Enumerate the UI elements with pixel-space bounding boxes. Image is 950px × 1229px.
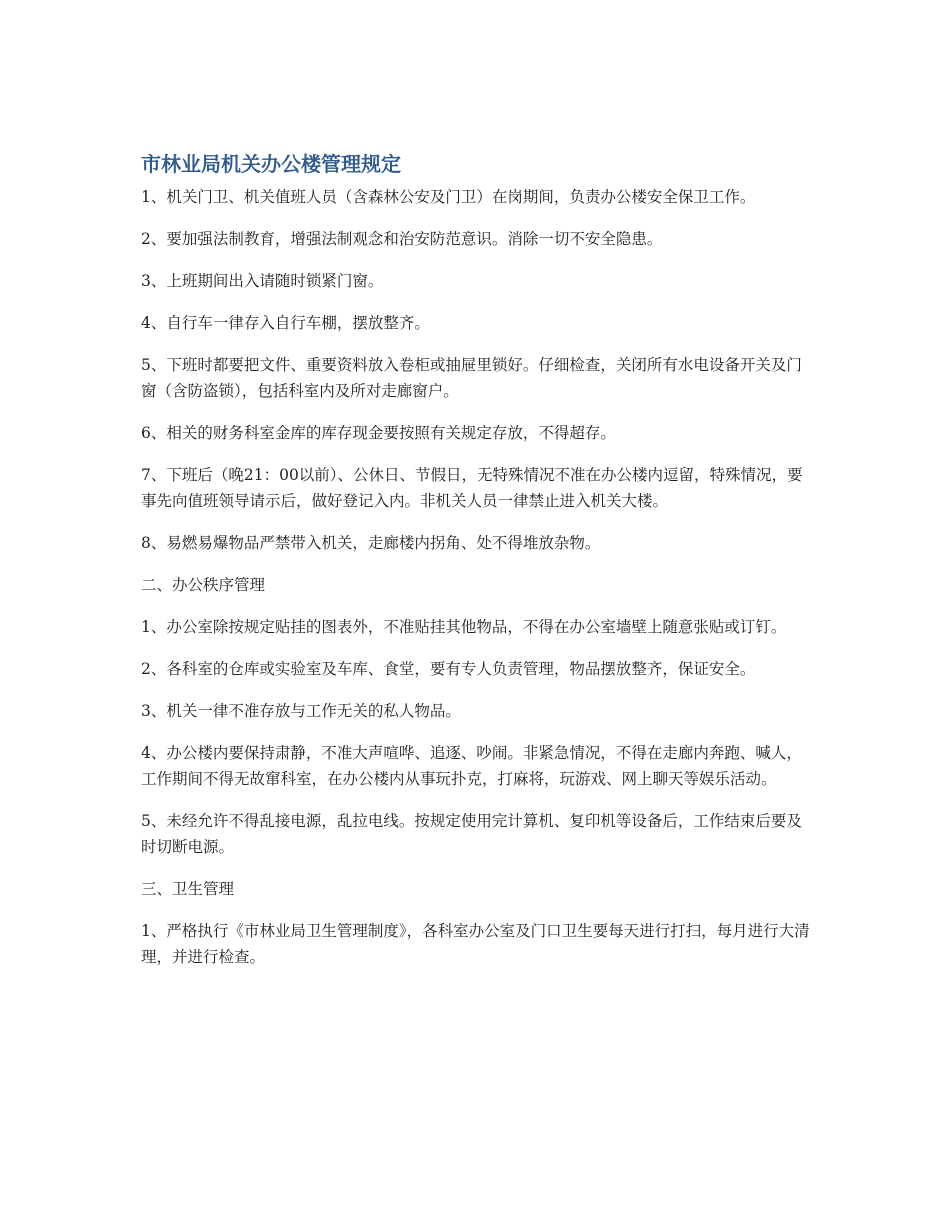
paragraph-security-duty: 1、机关门卫、机关值班人员（含森林公安及门卫）在岗期间，负责办公楼安全保卫工作。 <box>141 188 756 206</box>
paragraph-after-work-check: 5、下班时都要把文件、重要资料放入卷柜或抽屉里锁好。仔细检查，关闭所有水电设备开关及门窗（含防盗锁），包括科室内及所对走廊窗户。 <box>141 356 802 400</box>
paragraph-legal-education: 2、要加强法制教育，增强法制观念和治安防范意识。消除一切不安全隐患。 <box>141 230 663 248</box>
paragraph-keep-quiet: 4、办公楼内要保持肃静，不准大声喧哗、追逐、吵闹。非紧急情况，不得在走廊内奔跑、喊人，工作期间不得无故窜科室，在办公楼内从事玩扑克，打麻将，玩游戏、网上聊天等娱乐活动。 <box>141 744 802 788</box>
paragraph-flammables: 8、易燃易爆物品严禁带入机关，走廊楼内拐角、处不得堆放杂物。 <box>141 534 601 552</box>
paragraph-lock-doors: 3、上班期间出入请随时锁紧门窗。 <box>141 272 384 290</box>
document-page <box>141 150 816 986</box>
paragraph-wall-posting: 1、办公室除按规定贴挂的图表外，不准贴挂其他物品，不得在办公室墙壁上随意张贴或订钉。 <box>141 618 787 636</box>
paragraph-cash-storage: 6、相关的财务科室金库的库存现金要按照有关规定存放，不得超存。 <box>141 424 616 442</box>
section-heading-hygiene: 三、卫生管理 <box>141 880 235 898</box>
section-heading-office-order: 二、办公秩序管理 <box>141 576 266 594</box>
paragraph-hygiene-rules: 1、严格执行《市林业局卫生管理制度》，各科室办公室及门口卫生要每天进行打扫，每月进行大清理，并进行检查。 <box>141 922 810 966</box>
document-title: 市林业局机关办公楼管理规定 <box>141 152 401 176</box>
paragraph-warehouse-management: 2、各科室的仓库或实验室及车库、食堂，要有专人负责管理，物品摆放整齐，保证安全。 <box>141 660 756 678</box>
paragraph-bicycle-shed: 4、自行车一律存入自行车棚，摆放整齐。 <box>141 314 430 332</box>
paragraph-electricity: 5、未经允许不得乱接电源，乱拉电线。按规定使用完计算机、复印机等设备后，工作结束后要及时切断电源。 <box>141 812 802 856</box>
paragraph-private-items: 3、机关一律不准存放与工作无关的私人物品。 <box>141 702 461 720</box>
paragraph-after-hours-access: 7、下班后（晚21：00以前）、公休日、节假日，无特殊情况不准在办公楼内逗留，特殊情况，要事先向值班领导请示后，做好登记入内。非机关人员一律禁止进入机关大楼。 <box>141 466 803 510</box>
